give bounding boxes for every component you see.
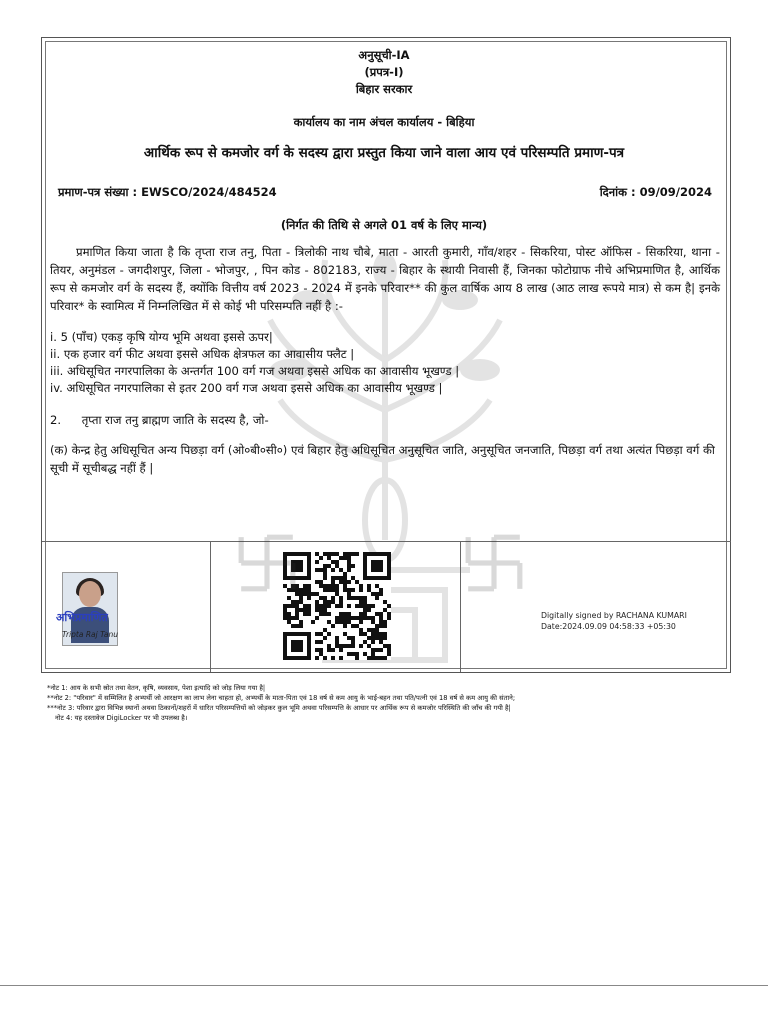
office-name: कार्यालय का नाम अंचल कार्यालय - बिहिया (293, 115, 475, 129)
divider (42, 541, 731, 542)
swastika-watermark-icon (463, 532, 525, 594)
asset-item: iv. अधिसूचित नगरपालिका से इतर 200 वर्ग गज अथवा इससे अधिक का आवासीय भूखण्ड | (50, 381, 443, 395)
swastika-watermark-icon (236, 532, 298, 594)
asset-list (50, 329, 720, 397)
note: ***नोट 3: परिवार द्वारा विभिन्न स्थानों अथवा ठिकानों/शहरों में धारित परिसम्पत्तियों को जोड़कर कुल भूमि अथवा परिसम्पत्ति के आधार पर आर्थिक रूप से कमजोर परिस्थिति की जाँच की गयी है| (47, 704, 511, 712)
divider (460, 541, 461, 672)
page-footer-line (0, 985, 768, 986)
caste-statement (50, 413, 269, 428)
applicant-signature: Tripta Raj Tanu (62, 630, 119, 639)
signed-date: Date:2024.09.09 04:58:33 +05:30 (541, 622, 676, 631)
asset-item: iii. अधिसूचित नगरपालिका के अन्तर्गत 100 वर्ग गज अथवा इससे अधिक का आवासीय भूखण्ड | (50, 364, 460, 378)
caste-text: तृप्ता राज तनु ब्राह्मण जाति के सदस्य है, जो- (81, 413, 269, 427)
notes (47, 683, 747, 723)
certification-paragraph: प्रमाणित किया जाता है कि तृप्ता राज तनु, पिता - त्रिलोकी नाथ चौबे, माता - आरती कुमारी, गाँव/शहर - सिकरिया, पोस्ट ऑफिस - सिकरिया, थाना - तियर, अनुमंडल - जगदीशपुर, जिला - भोजपुर, , पिन कोड - 802183, राज्य - बिहार के स्थायी निवासी हैं, जिनका फोटोग्राफ नीचे अभिप्रमाणित है, आर्थिक रूप से कमजोर वर्ग के सदस्य हैं, क्योंकि वित्तीय वर्ष 2023 - 2024 में इनके परिवार** की कुल वार्षिक आय 8 लाख (आठ लाख रूपये मात्र) से कम है| इनके परिवार* के स्वामित्व में निम्नलिखित में से कोई भी परिसम्पति नहीं है :- (50, 245, 720, 313)
digital-signature (541, 610, 687, 632)
asset-item: ii. एक हजार वर्ग फीट अथवा इससे अधिक क्षेत्रफल का आवासीय फ्लैट | (50, 347, 355, 361)
issue-date: दिनांक : 09/09/2024 (599, 185, 712, 199)
certificate-number: प्रमाण-पत्र संख्या : EWSCO/2024/484524 (58, 185, 277, 199)
note: *नोट 1: आय के सभी स्रोत तथा वेतन, कृषि, व्यवसाय, पेशा इत्यादि को जोड़ लिया गया है| (47, 684, 266, 692)
point-number: 2. (50, 413, 62, 427)
asset-item: i. 5 (पाँच) एकड़ कृषि योग्य भूमि अथवा इससे ऊपर| (50, 330, 273, 344)
form-label: (प्रपत्र-I) (364, 65, 404, 79)
note: नोट 4: यह दस्तावेज DigiLocker पर भी उपलब्ध है। (55, 714, 188, 722)
divider (210, 541, 211, 672)
validity-note: (निर्गत की तिथि से अगले 01 वर्ष के लिए मान्य) (280, 218, 488, 232)
category-statement: (क) केन्द्र हेतु अधिसूचित अन्य पिछड़ा वर्ग (ओ०बी०सी०) एवं बिहार हेतु अधिसूचित अनुसूचित जाति, अनुसूचित जनजाति, पिछड़ा वर्ग तथा अत्यंत पिछड़ा वर्ग की सूची में सूचीबद्ध नहीं हैं | (50, 443, 715, 475)
schedule-label: अनुसूची-IA (358, 48, 410, 62)
government-label: बिहार सरकार (355, 82, 413, 96)
note: **नोट 2: "परिवार" में सम्मिलित है अभ्यर्थी जो आरक्षण का लाभ लेना चाहता हो, अभ्यर्थी के माता-पिता एवं 18 वर्ष से कम आयु के भाई-बहन तथा पति/पत्नी एवं 18 वर्ष से कम आयु की संताने; (47, 694, 516, 702)
certificate-title: आर्थिक रूप से कमजोर वर्ग के सदस्य द्वारा प्रस्तुत किया जाने वाला आय एवं परिसम्पति प्रमाण-पत्र (143, 145, 625, 161)
signed-by: Digitally signed by RACHANA KUMARI (541, 611, 687, 620)
qr-code[interactable] (283, 552, 391, 660)
attested-stamp: अभिप्रमाणित (56, 611, 108, 624)
